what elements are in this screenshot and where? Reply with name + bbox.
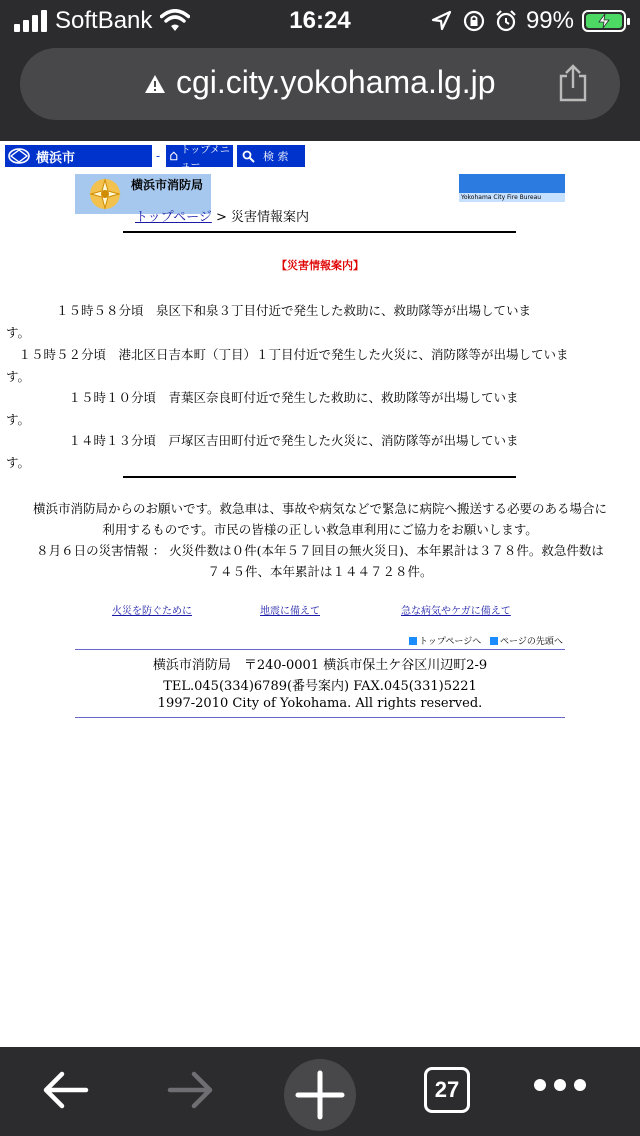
breadcrumb-top-link[interactable]: トップページ bbox=[135, 210, 212, 225]
fire-bureau-emblem-icon bbox=[81, 176, 129, 212]
plus-icon bbox=[284, 1059, 356, 1131]
incident-item bbox=[6, 387, 634, 431]
english-bureau-name: Yokohama City Fire Bureau bbox=[461, 194, 542, 201]
tab-switcher-button[interactable]: 27 bbox=[424, 1067, 470, 1113]
footer-divider bbox=[75, 649, 565, 650]
notice-line: ８月６日の災害情報 ： 火災件数は０件(本年５７回目の無火災日)、本年累計は３７８件。救急件数は bbox=[36, 543, 604, 558]
to-top-page-link[interactable] bbox=[409, 634, 481, 647]
incident-item bbox=[6, 344, 634, 388]
top-menu-label: トップメニュー bbox=[180, 145, 230, 171]
fire-prevention-link[interactable]: 火災を防ぐために bbox=[112, 606, 192, 617]
page-title: 【災害情報案内】 bbox=[276, 259, 364, 272]
carrier-name: SoftBank bbox=[55, 7, 153, 34]
web-page bbox=[0, 141, 640, 1047]
incident-text: １５時１０分頃 青葉区奈良町付近で発生した救助に、救助隊等が出場していま bbox=[6, 390, 519, 405]
incident-text-end: す。 bbox=[6, 455, 31, 470]
footer-address: 横浜市消防局 〒240-0001 横浜市保土ケ谷区川辺町2-9 bbox=[152, 658, 488, 673]
nav-separator: - bbox=[156, 149, 161, 163]
incident-item bbox=[6, 430, 634, 474]
notice-line: ７４５件、本年累計は１４４７２８件。 bbox=[207, 564, 433, 579]
address-bar[interactable] bbox=[20, 48, 620, 120]
notice-line: 横浜市消防局からのお願いです。救急車は、事故や病気などで緊急に病院へ搬送する必要のある場合に bbox=[32, 501, 607, 516]
city-label: 横浜市 bbox=[36, 150, 76, 166]
incident-item bbox=[6, 300, 634, 344]
url-text[interactable]: cgi.city.yokohama.lg.jp bbox=[176, 64, 496, 100]
yokohama-city-link[interactable] bbox=[5, 145, 152, 167]
share-icon[interactable] bbox=[556, 64, 590, 102]
browser-top-chrome bbox=[0, 0, 640, 141]
breadcrumb bbox=[135, 206, 309, 225]
notice-line: 利用するものです。市民の皆様の正しい救急車利用にご協力をお願いします。 bbox=[102, 522, 538, 537]
battery-percentage: 99% bbox=[525, 7, 574, 34]
footer-contact: TEL.045(334)6789(番号案内) FAX.045(331)5221 bbox=[163, 679, 477, 694]
footer-divider bbox=[75, 717, 565, 718]
search-icon bbox=[242, 150, 255, 163]
bullet-square-icon bbox=[409, 637, 417, 645]
incident-text-end: す。 bbox=[6, 412, 31, 427]
battery-icon bbox=[582, 10, 626, 32]
status-bar bbox=[0, 0, 640, 42]
search-button[interactable] bbox=[237, 145, 305, 167]
earthquake-preparedness-link[interactable]: 地震に備えて bbox=[260, 606, 320, 617]
incident-text: １５時５２分頃 港北区日吉本町（丁目）１丁目付近で発生した火災に、消防隊等が出場していま bbox=[6, 347, 569, 362]
incident-text-end: す。 bbox=[6, 325, 31, 340]
divider bbox=[123, 231, 516, 233]
more-menu-icon[interactable] bbox=[534, 1079, 586, 1091]
breadcrumb-current: 災害情報案内 bbox=[231, 210, 310, 225]
page-top-label: ページの先頭へ bbox=[500, 637, 563, 647]
bureau-title: 横浜市消防局 bbox=[131, 178, 204, 192]
to-top-page-label: トップページへ bbox=[419, 637, 482, 647]
new-tab-button[interactable] bbox=[284, 1059, 356, 1131]
english-banner bbox=[459, 174, 565, 202]
rotation-lock-icon bbox=[462, 9, 486, 33]
request-notice bbox=[6, 498, 634, 582]
incident-text-end: す。 bbox=[6, 369, 31, 384]
back-arrow-icon[interactable] bbox=[40, 1065, 90, 1115]
status-right bbox=[430, 6, 626, 36]
breadcrumb-separator: > bbox=[215, 210, 227, 225]
alarm-clock-icon bbox=[494, 9, 518, 33]
sudden-illness-link[interactable]: 急な病気やケガに備えて bbox=[401, 606, 511, 617]
browser-toolbar bbox=[0, 1047, 640, 1136]
top-menu-button[interactable] bbox=[166, 145, 233, 171]
forward-arrow-icon[interactable] bbox=[166, 1065, 216, 1115]
incident-text: １４時１３分頃 戸塚区吉田町付近で発生した火災に、消防隊等が出場していま bbox=[6, 433, 519, 448]
footer-copyright: 1997-2010 City of Yokohama. All rights reserved. bbox=[157, 696, 483, 711]
home-icon bbox=[170, 150, 178, 162]
city-emblem-icon bbox=[8, 147, 30, 165]
not-secure-warning-icon bbox=[144, 74, 166, 94]
incident-text: １５時５８分頃 泉区下和泉３丁目付近で発生した救助に、救助隊等が出場していま bbox=[6, 303, 532, 318]
divider bbox=[123, 476, 516, 478]
clock: 16:24 bbox=[289, 7, 351, 34]
location-arrow-icon bbox=[430, 9, 454, 33]
page-top-link[interactable] bbox=[490, 634, 563, 647]
search-label: 検 索 bbox=[263, 150, 289, 163]
charging-bolt-icon bbox=[596, 13, 612, 29]
bullet-square-icon bbox=[490, 637, 498, 645]
